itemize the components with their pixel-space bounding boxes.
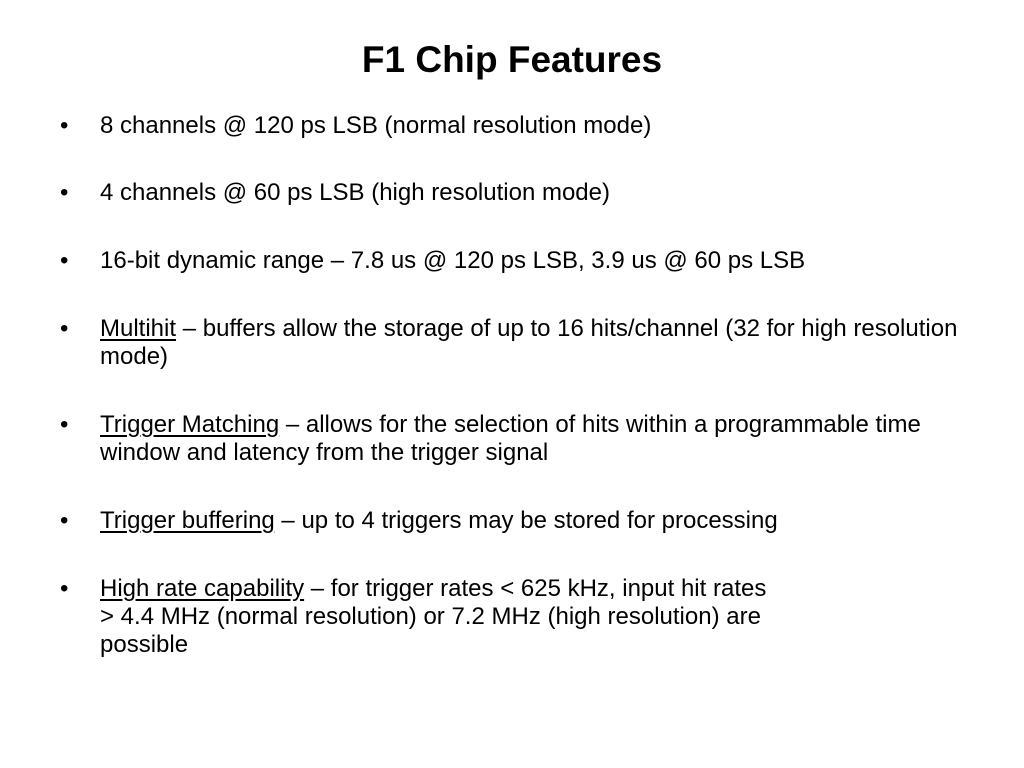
bullet-term: Trigger buffering [100, 507, 275, 534]
bullet-text: possible [100, 631, 189, 658]
bullet-icon: • [60, 507, 69, 534]
bullet-text: – buffers allow the storage of up to 16 hits/channel (32 for high resolution mode) [100, 315, 958, 370]
bullet-item-trigger-matching [60, 411, 960, 467]
bullet-item-channels-high [60, 179, 960, 207]
bullet-text: 8 channels @ 120 ps LSB (normal resolution mode) [100, 112, 652, 139]
bullet-term: High rate capability [100, 575, 305, 602]
bullet-text: > 4.4 MHz (normal resolution) or 7.2 MHz (high resolution) are [100, 603, 761, 630]
bullet-item-high-rate [60, 575, 960, 659]
bullet-term: Trigger Matching [100, 411, 280, 438]
bullet-text: 4 channels @ 60 ps LSB (high resolution mode) [100, 179, 610, 206]
bullet-icon: • [60, 112, 69, 139]
slide-title: F1 Chip Features [361, 39, 663, 80]
bullet-text: 16-bit dynamic range – 7.8 us @ 120 ps LSB, 3.9 us @ 60 ps LSB [100, 247, 806, 274]
bullet-item-multihit [60, 315, 960, 371]
bullet-item-dynamic-range [60, 247, 960, 275]
bullet-text: – up to 4 triggers may be stored for processing [274, 507, 778, 534]
bullet-item-trigger-buffering [60, 507, 960, 535]
bullet-text: – for trigger rates < 625 kHz, input hit rates [304, 575, 767, 602]
bullet-icon: • [60, 315, 69, 342]
bullet-text: – allows for the selection of hits within a programmable time window and latency from the trigger signal [100, 411, 921, 466]
bullet-item-channels-normal [60, 112, 960, 140]
bullet-icon: • [60, 411, 69, 438]
bullet-icon: • [60, 247, 69, 274]
bullet-icon: • [60, 179, 69, 206]
bullet-list [60, 112, 960, 699]
bullet-icon: • [60, 575, 69, 602]
bullet-term: Multihit [100, 315, 177, 342]
